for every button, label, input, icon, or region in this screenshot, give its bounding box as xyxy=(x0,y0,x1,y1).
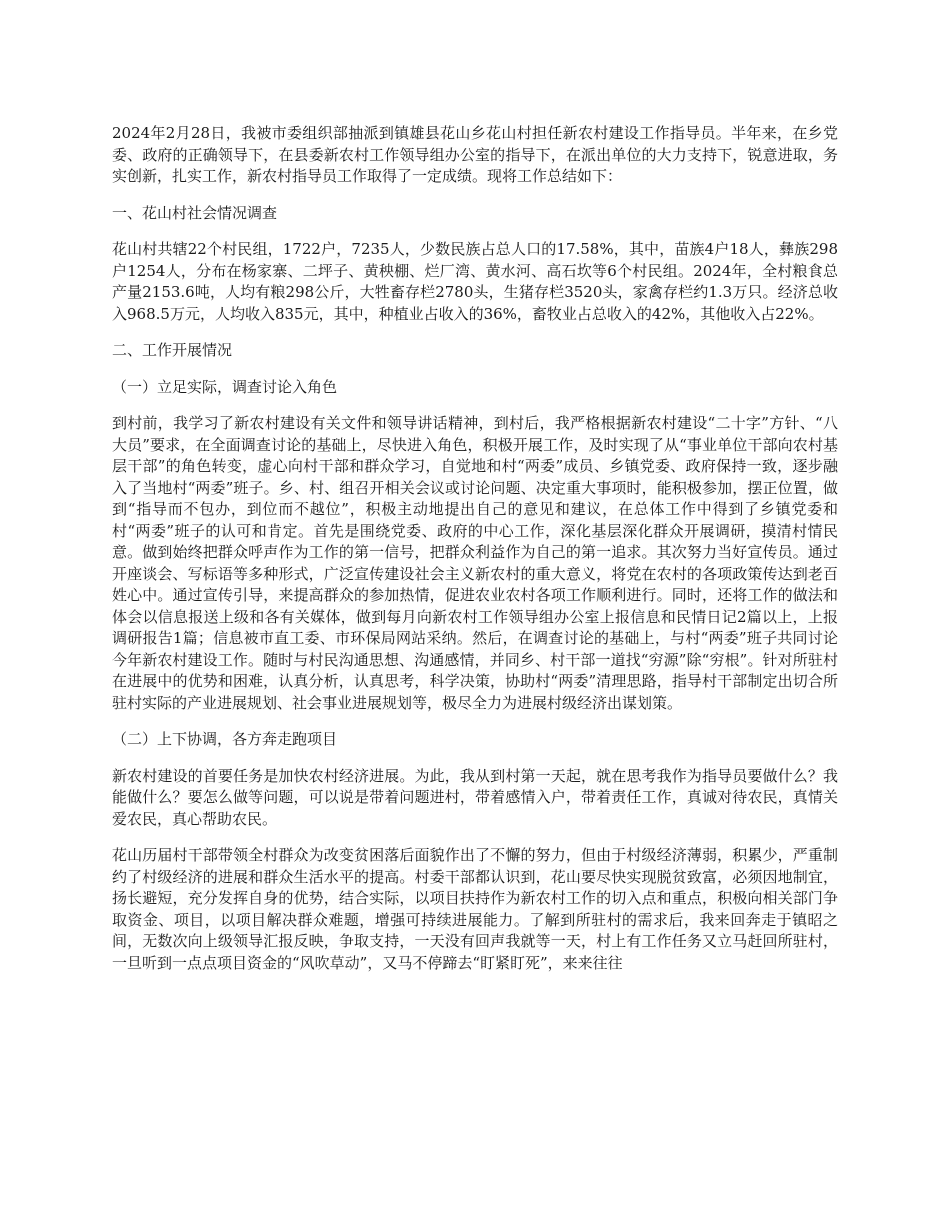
intro-paragraph: 2024年2月28日，我被市委组织部抽派到镇雄县花山乡花山村担任新农村建设工作指导员。半年来，在乡党委、政府的正确领导下，在县委新农村工作领导组办公室的指导下，在派出单位的大力支持下，锐意进取，务实创新，扎实工作，新农村指导员工作取得了一定成绩。现将工作总结如下： xyxy=(112,124,838,185)
subsection-1-heading: （一）立足实际，调查讨论入角色 xyxy=(112,377,338,396)
subsection-2-heading: （二）上下协调，各方奔走跑项目 xyxy=(112,730,338,748)
section-2-heading: 二、工作开展情况 xyxy=(112,341,233,359)
section-1-heading: 一、花山村社会情况调查 xyxy=(112,203,278,222)
section-1-paragraph: 花山村共辖22个村民组，1722户，7235人，少数民族占总人口的17.58%，其中，苗族4户18人，彝族298户1254人，分布在杨家寨、二坪子、黄秧棚、烂厂湾、黄水河、高石坎等6个村民组。2024年，全村粮食总产量2153.6吨，人均有粮298公斤，大牲畜存栏2780头，生猪存栏3520头，家禽存栏约1.3万只。经济总收入968.5万元，人均收入835元，其中，种植业占收入的36%，畜牧业占总收入的42%，其他收入占22%。 xyxy=(112,240,838,323)
subsection-2-paragraph-1: 新农村建设的首要任务是加快农村经济进展。为此，我从到村第一天起，就在思考我作为指导员要做什么？我能做什么？要怎么做等问题，可以说是带着问题进村，带着感情入户，带着责任工作，真诚对待农民，真情关爱农民，真心帮助农民。 xyxy=(112,766,838,828)
subsection-1-paragraph: 到村前，我学习了新农村建设有关文件和领导讲话精神，到村后，我严格根据新农村建设“二十字”方针、“八大员”要求，在全面调查讨论的基础上，尽快进入角色，积极开展工作，及时实现了从“事业单位干部向农村基层干部”的角色转变，虚心向村干部和群众学习，自觉地和村“两委”成员、乡镇党委、政府保持一致，逐步融入了当地村“两委”班子。乡、村、组召开相关会议或讨论问题、决定重大事项时，能积极参加，摆正位置，做到“指导而不包办，到位而不越位”，积极主动地提出自己的意见和建议，在总体工作中得到了乡镇党委和村“两委”班子的认可和肯定。首先是围绕党委、政府的中心工作，深化基层深化群众开展调研，摸清村情民意。做到始终把群众呼声作为工作的第一信号，把群众利益作为自己的第一追求。其次努力当好宣传员。通过开座谈会、写标语等多种形式，广泛宣传建设社会主义新农村的重大意义，将党在农村的各项政策传达到老百姓心中。通过宣传引导，来提高群众的参加热情，促进农业农村各项工作顺利进行。同时，还将工作的做法和体会以信息报送上级和各有关媒体，做到每月向新农村工作领导组办公室上报信息和民情日记2篇以上，上报调研报告1篇；信息被市直工委、市环保局网站采纳。然后，在调查讨论的基础上，与村“两委”班子共同讨论今年新农村建设工作。随时与村民沟通思想、沟通感情，并同乡、村干部一道找“穷源”除“穷根”。针对所驻村在进展中的优势和困难，认真分析，认真思考，科学决策，协助村“两委”清理思路，指导村干部制定出切合所驻村实际的产业进展规划、社会事业进展规划等，极尽全力为进展村级经济出谋划策。 xyxy=(112,414,838,712)
document-body xyxy=(112,123,838,989)
subsection-2-paragraph-2: 花山历届村干部带领全村群众为改变贫困落后面貌作出了不懈的努力，但由于村级经济薄弱，积累少，严重制约了村级经济的进展和群众生活水平的提高。村委干部都认识到，花山要尽快实现脱贫致富，必须因地制宜，扬长避短，充分发挥自身的优势，结合实际，以项目扶持作为新农村工作的切入点和重点，积极向相关部门争取资金、项目，以项目解决群众难题，增强可持续进展能力。了解到所驻村的需求后，我来回奔走于镇昭之间，无数次向上级领导汇报反映，争取支持，一天没有回声我就等一天，村上有工作任务又立马赶回所驻村，一旦听到一点点项目资金的“风吹草动”，又马不停蹄去“盯紧盯死”，来来往往 xyxy=(112,846,838,972)
